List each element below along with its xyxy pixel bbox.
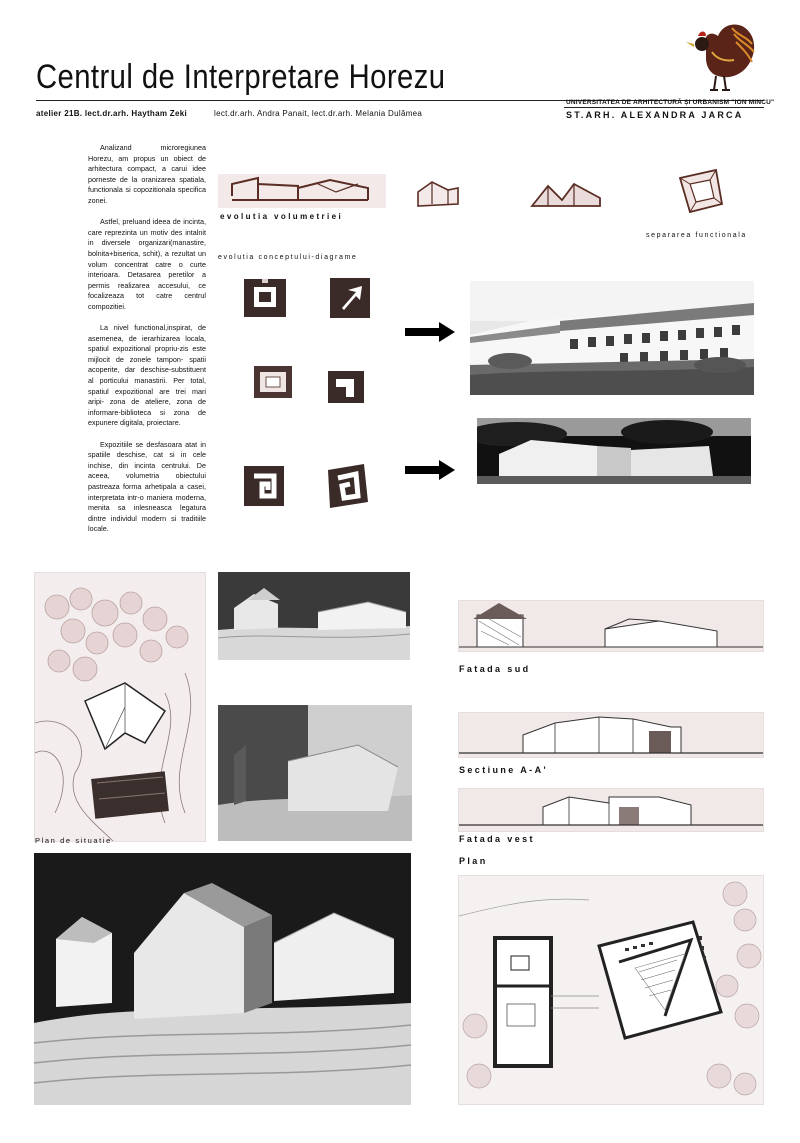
label-plan: Plan: [459, 856, 488, 866]
page-title: Centrul de Interpretare Horezu: [36, 58, 446, 96]
separation-sketch: [676, 168, 726, 214]
paragraph-3: La nivel functional,inspirat, de asemenea, de ierarhizarea locala, spatiul expozitional propriu-zis este mijlocit de zonele tampon- spatii acoperite, dar deschise-substituent al porticului manastirii. Per total, spatiul expozitional are trei mari aripi- zona de ateliere, zona de informare-biblioteca si zona de expunere digitala, proiectare.: [88, 323, 206, 428]
label-section: Sectiune A-A': [459, 765, 549, 775]
site-plan-drawing: [34, 572, 206, 842]
diagram-1a: [240, 275, 290, 321]
university-name: UNIVERSITATEA DE ARHITECTURĂ ȘI URBANISM "ION MINCU": [566, 99, 775, 106]
arrow-right-icon: [405, 460, 455, 480]
assistants-credit: lect.dr.arh. Andra Panait, lect.dr.arh. Melania Dulămea: [214, 109, 423, 118]
atelier-credit: atelier 21B. lect.dr.arh. Haytham Zeki: [36, 109, 188, 118]
diagram-3a: [240, 462, 288, 510]
diagram-2b: [324, 367, 368, 407]
section-aa-drawing: [458, 712, 764, 758]
west-facade-drawing: [458, 788, 764, 832]
model-photo-2: [218, 705, 412, 841]
modern-house-photo: [477, 418, 751, 484]
diagram-2a: [250, 362, 296, 402]
label-concept: evolutia conceptului-diagrame: [218, 254, 358, 261]
rooster-logo: [676, 14, 760, 98]
paragraph-2: Astfel, preluand ideea de incinta, care reprezinta un motiv des intalnit in diversele organizari(manastire, bolnita+biserica, schit), a rezultat un volum concentrat catre o curte interioara. Detasarea peretilor a permis realizarea accesului, ce focalizeaza tot catre centrul compozitiei.: [88, 217, 206, 311]
label-separation: separarea functionala: [646, 232, 747, 239]
label-volumetry: evolutia volumetriei: [220, 212, 344, 221]
paragraph-4: Expozitiile se desfasoara atat in spatiile deschise, cat si in cele inchise, din incinta centrului. De aceea, volumetria obiectului pastreaza forma arhetipala a casei, interpretata intr-o maniera moderna, menita sa inlesneasca legatura dintre individul modern si traditiile locale.: [88, 439, 206, 534]
volumetry-sketch-1: [218, 170, 386, 212]
arrow-right-icon: [405, 322, 455, 342]
monastery-photo: [470, 281, 754, 395]
south-facade-drawing: [458, 600, 764, 652]
univ-rule: [564, 107, 764, 108]
volumetry-sketch-2: [412, 178, 464, 210]
diagram-3b: [320, 460, 372, 512]
paragraph-1: Analizand microregiunea Horezu, am propus un obiect de arhitectura compact, a carui idee porneste de la oranizarea spatiala, functionala si copozitionala specifica zonei.: [88, 143, 206, 205]
volumetry-sketch-3: [528, 178, 604, 210]
label-west-facade: Fatada vest: [459, 834, 535, 844]
model-photo-1: [218, 572, 410, 660]
floor-plan-drawing: [458, 875, 764, 1105]
student-name: ST.ARH. ALEXANDRA JARCA: [566, 110, 744, 120]
label-south-facade: Fatada sud: [459, 664, 531, 674]
diagram-1b: [326, 274, 374, 322]
label-site-plan: Plan de situatie: [35, 836, 112, 845]
description-text: [88, 143, 206, 546]
model-photo-large: [34, 853, 411, 1105]
